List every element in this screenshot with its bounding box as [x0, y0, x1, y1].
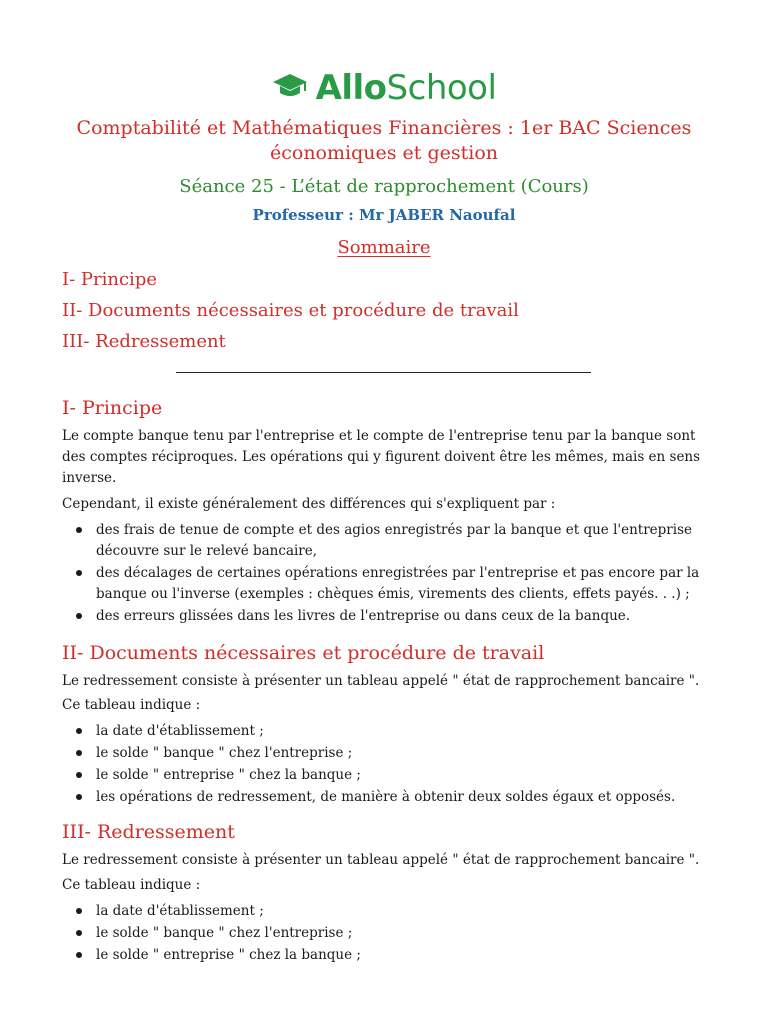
list-item: le solde " entreprise " chez la banque ; [62, 945, 702, 966]
toc-item-redressement[interactable]: III- Redressement [62, 331, 226, 352]
horizontal-divider [176, 372, 591, 373]
list-item: des erreurs glissées dans les livres de l'entreprise ou dans ceux de la banque. [62, 606, 702, 627]
graduation-cap-icon [272, 71, 308, 105]
toc-item-documents[interactable]: II- Documents nécessaires et procédure de travail [62, 300, 519, 321]
list-item: le solde " entreprise " chez la banque ; [62, 765, 702, 786]
bullet-icon [76, 750, 82, 756]
paragraph: Le redressement consiste à présenter un tableau appelé " état de rapprochement bancaire ". [62, 852, 700, 868]
paragraph: Le redressement consiste à présenter un tableau appelé " état de rapprochement bancaire ". [62, 673, 700, 689]
bullet-icon [76, 930, 82, 936]
paragraph: Ce tableau indique : [62, 697, 201, 713]
bullet-icon [76, 527, 82, 533]
list-item: le solde " banque " chez l'entreprise ; [62, 743, 702, 764]
paragraph: Le compte banque tenu par l'entreprise et le compte de l'entreprise tenu par la banque sont des comptes réciproques. Les opérations qui y figurent doivent être les mêmes, mais en sens inverse. [62, 428, 701, 486]
bullet-icon [76, 908, 82, 914]
list-item: le solde " banque " chez l'entreprise ; [62, 923, 702, 944]
course-title: Comptabilité et Mathématiques Financières : 1er BAC Sciences économiques et gestion [76, 117, 692, 164]
bullet-icon [76, 613, 82, 619]
bullet-icon [76, 952, 82, 958]
list-item: la date d'établissement ; [62, 901, 702, 922]
paragraph: Cependant, il existe généralement des différences qui s'expliquent par : [62, 496, 556, 512]
paragraph: Ce tableau indique : [62, 877, 201, 893]
list-item: des décalages de certaines opérations enregistrées par l'entreprise et pas encore par la banque ou l'inverse (exemples : chèques émis, virements des clients, effets payés. . .) ; [62, 563, 702, 605]
alloschool-logo[interactable] [0, 66, 768, 110]
bullet-list [62, 520, 702, 628]
list-item: la date d'établissement ; [62, 721, 702, 742]
summary-heading: Sommaire [337, 237, 431, 258]
bullet-icon [76, 728, 82, 734]
list-item: des frais de tenue de compte et des agios enregistrés par la banque et que l'entreprise découvre sur le relevé bancaire, [62, 520, 702, 562]
table-of-contents [62, 268, 519, 361]
bullet-icon [76, 794, 82, 800]
section-heading-documents: II- Documents nécessaires et procédure de travail [62, 642, 545, 664]
section-heading-principe: I- Principe [62, 397, 163, 419]
toc-item-principe[interactable]: I- Principe [62, 269, 157, 290]
bullet-icon [76, 772, 82, 778]
section-heading-redressement: III- Redressement [62, 821, 235, 843]
session-title: Séance 25 - L’état de rapprochement (Cours) [179, 176, 589, 197]
professor-name: Professeur : Mr JABER Naoufal [252, 206, 516, 224]
brand-name: AlloSchool [315, 68, 497, 108]
list-item: les opérations de redressement, de manière à obtenir deux soldes égaux et opposés. [62, 787, 702, 808]
bullet-list [62, 721, 702, 809]
bullet-icon [76, 570, 82, 576]
bullet-list [62, 901, 702, 967]
